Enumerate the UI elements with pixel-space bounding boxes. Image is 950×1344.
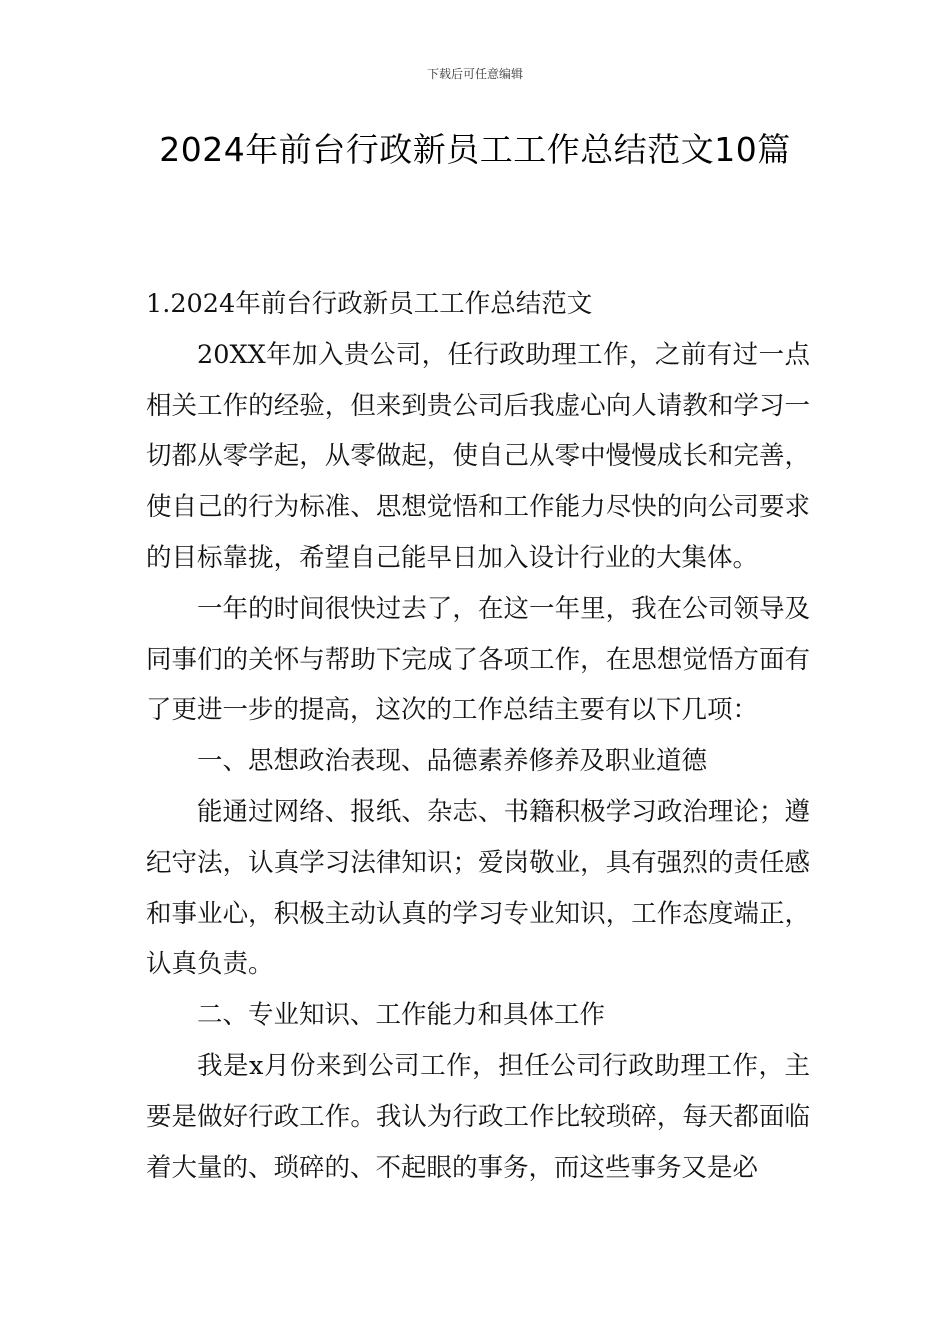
document-title: 2024年前台行政新员工工作总结范文10篇: [159, 130, 791, 169]
body-paragraph: 我是x月份来到公司工作，担任公司行政助理工作，主要是做好行政工作。我认为行政工作比较琐碎，每天都面临着大量的、琐碎的、不起眼的事务，而这些事务又是必: [146, 1050, 810, 1183]
subheading-paragraph: 二、专业知识、工作能力和具体工作: [197, 1000, 606, 1031]
document-body: [146, 279, 810, 1193]
subheading-paragraph: 一、思想政治表现、品德素养修养及职业道德: [197, 746, 708, 777]
header-note: 下载后可任意编辑: [426, 67, 523, 81]
section-heading: 1.2024年前台行政新员工工作总结范文: [146, 289, 593, 319]
body-paragraph: 20XX年加入贵公司，任行政助理工作，之前有过一点相关工作的经验，但来到贵公司后我虚心向人请教和学习一切都从零学起，从零做起，使自己从零中慢慢成长和完善，使自己的行为标准、思想觉悟和工作能力尽快的向公司要求的目标靠拢，希望自己能早日加入设计行业的大集体。: [146, 339, 810, 573]
body-paragraph: 一年的时间很快过去了，在这一年里，我在公司领导及同事们的关怀与帮助下完成了各项工作，在思想觉悟方面有了更进一步的提高，这次的工作总结主要有以下几项：: [146, 593, 810, 726]
body-paragraph: 能通过网络、报纸、杂志、书籍积极学习政治理论；遵纪守法，认真学习法律知识；爱岗敬业，具有强烈的责任感和事业心，积极主动认真的学习专业知识，工作态度端正，认真负责。: [146, 796, 810, 980]
